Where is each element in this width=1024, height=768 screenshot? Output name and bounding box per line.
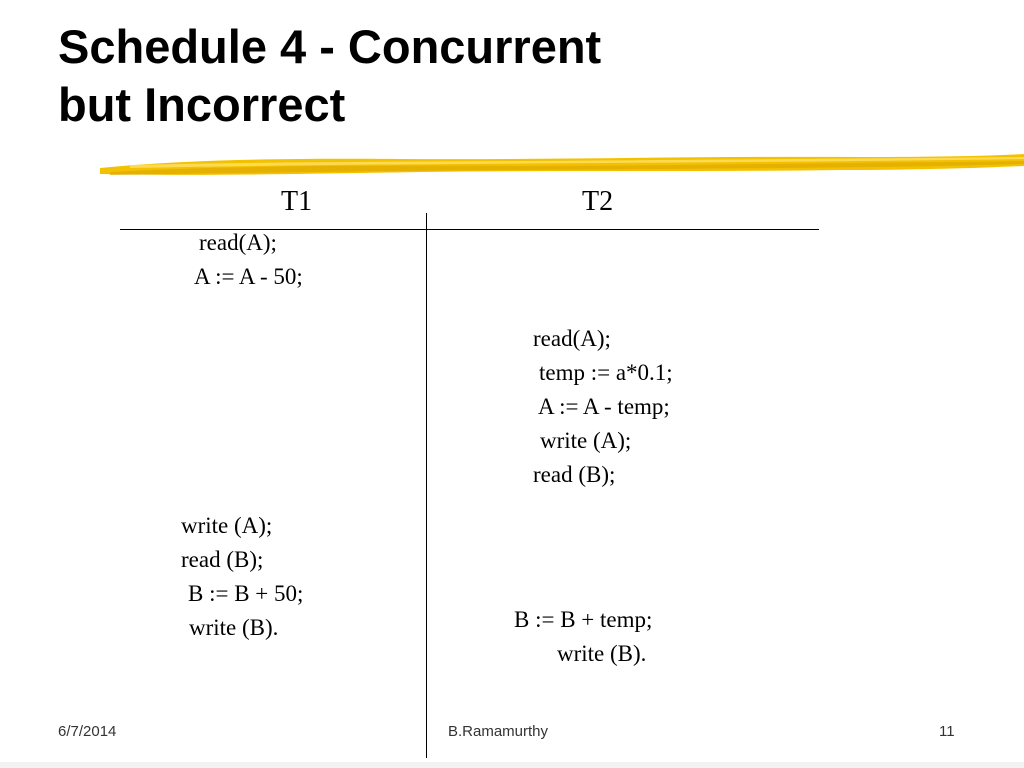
t2-statement: temp := a*0.1; [539,360,673,385]
t1-statement: read(A); [199,230,277,255]
t2-statement: write (A); [540,428,632,453]
t1-statement: read (B); [181,547,264,572]
t2-statement: read(A); [533,326,611,351]
t1-statement: write (A); [181,513,273,538]
footer-page-number: 11 [939,723,955,740]
slide-title [58,18,601,134]
t2-statement: A := A - temp; [538,394,670,419]
t2-statement: B := B + temp; [514,607,653,632]
title-line-2: but Incorrect [58,78,346,131]
t2-statement: write (B). [557,641,647,666]
slide-bottom-edge [0,762,1024,768]
column-header-t1: T1 [281,186,313,217]
column-divider [426,213,427,758]
title-line-1: Schedule 4 - Concurrent [58,20,602,73]
t1-statement: B := B + 50; [188,581,304,606]
t1-statement: A := A - 50; [194,264,303,289]
t2-statement: read (B); [533,462,616,487]
footer-date: 6/7/2014 [58,723,117,740]
footer-author: B.Ramamurthy [448,723,549,740]
yellow-brush-underline [100,148,1024,182]
t1-statement: write (B). [189,615,279,640]
column-header-t2: T2 [582,186,614,217]
